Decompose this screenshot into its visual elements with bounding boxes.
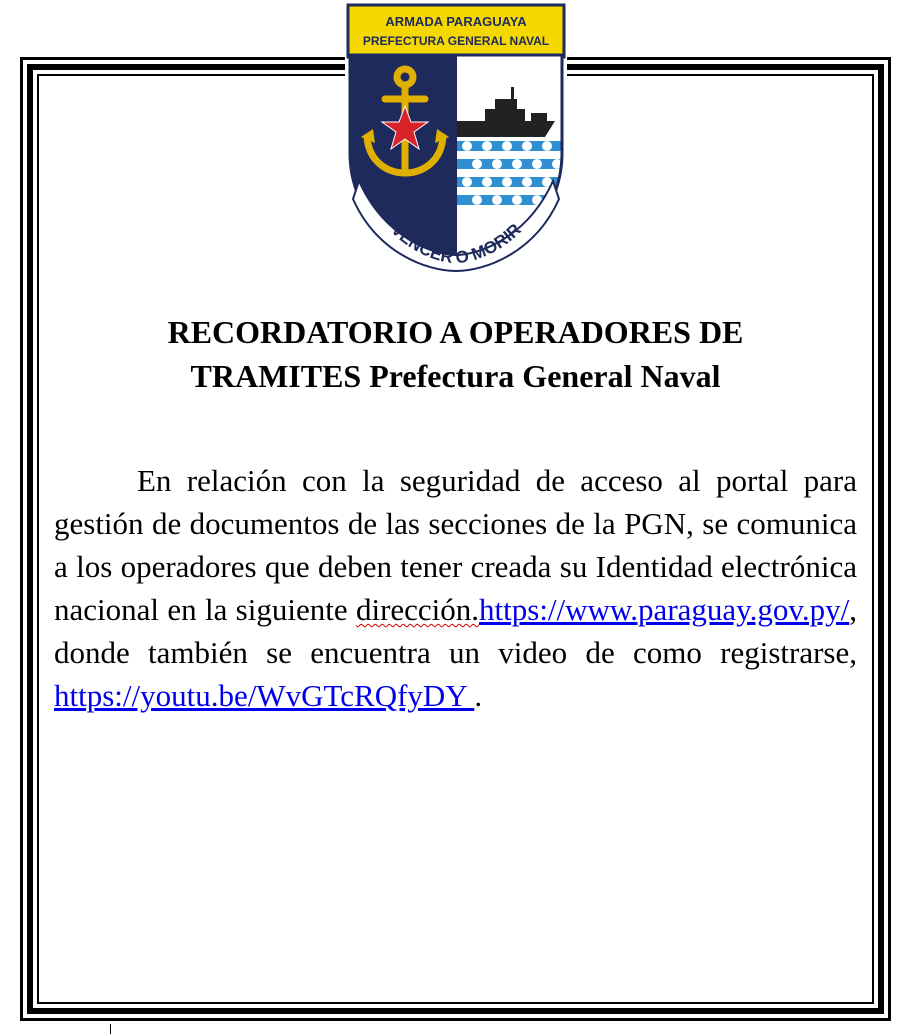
body-text-part1: En relación con la seguridad de acceso al portal para gestión de documentos de las secciones de la PGN, se comunica a los operadores que deben tener creada su Identidad electrónica nacional en la siguiente [54,463,857,627]
text-cursor [110,1024,111,1034]
body-text-part2: , donde también se encuentra un video de como registrarse, [54,592,857,670]
paraguay-portal-link[interactable]: https://www.paraguay.gov.py/ [479,592,850,627]
title-line-2: TRAMITES Prefectura General Naval [190,358,721,394]
spellcheck-word: dirección. [355,592,480,627]
body-paragraph [54,459,857,717]
document-title [60,310,851,398]
prefectura-emblem [345,3,567,273]
body-text-end: . [474,678,483,713]
emblem-header-line1: ARMADA PARAGUAYA [385,14,527,29]
title-line-1: RECORDATORIO A OPERADORES DE [167,314,744,350]
emblem-motto: VENCER O MORIR [387,219,525,268]
emblem-logo-icon [345,3,567,273]
emblem-header-line2: PREFECTURA GENERAL NAVAL [362,34,550,48]
youtube-video-link[interactable]: https://youtu.be/WvGTcRQfyDY [54,678,475,713]
emblem-header-banner [348,5,564,57]
